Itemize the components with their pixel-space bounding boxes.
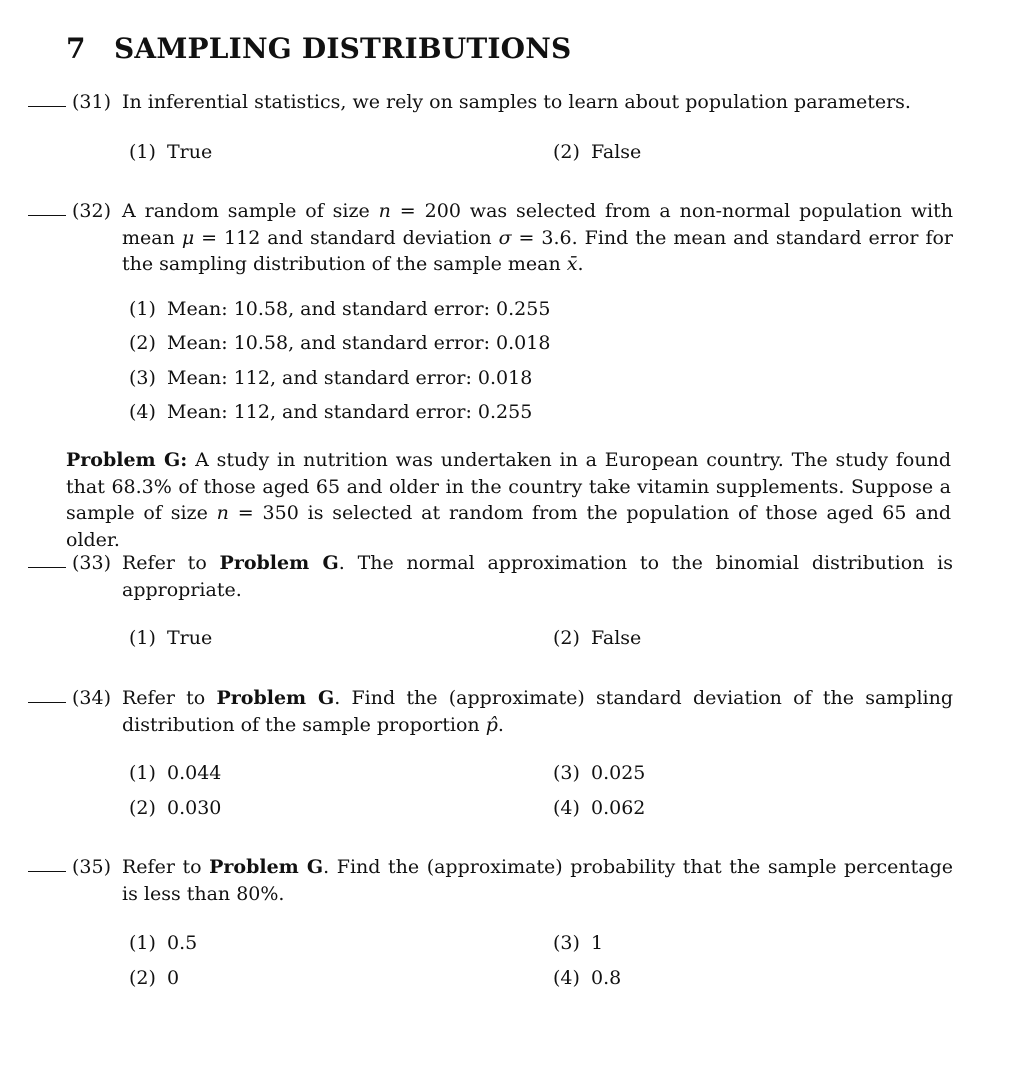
problem-g: Problem G: A study in nutrition was undertaken in a European country. The study found that 68.3% of those aged 65 and older in the country take vitamin supplements. Suppose a sample of size n = 350 is selected at random from the population of those aged 65 and older. — [66, 449, 952, 551]
option-4: (4) 0.8 — [553, 967, 622, 989]
option-3: (3) 1 — [553, 932, 604, 954]
option-1: (1) True — [129, 627, 213, 649]
option-4: (4) Mean: 112, and standard error: 0.255 — [129, 401, 533, 423]
answer-options — [129, 296, 953, 434]
question-text: A random sample of size n = 200 was selected from a non-normal population with mean μ = 112 and standard deviation σ = 3.6. Find the mean and standard error for the sampling distribution of the sample mean x̄. — [122, 200, 953, 275]
question-number: (31) — [72, 91, 112, 113]
answer-blank-32[interactable] — [28, 198, 66, 216]
question-34 — [28, 685, 953, 821]
question-31 — [28, 89, 953, 165]
answer-options — [129, 625, 953, 651]
answer-options — [129, 139, 953, 165]
question-number: (32) — [72, 200, 112, 222]
option-2: (2) Mean: 10.58, and standard error: 0.018 — [129, 332, 551, 354]
question-number: (35) — [72, 856, 112, 878]
option-3: (3) Mean: 112, and standard error: 0.018 — [129, 366, 533, 389]
answer-blank-34[interactable] — [28, 685, 66, 703]
question-32 — [28, 198, 953, 434]
answer-blank-35[interactable] — [28, 854, 66, 872]
option-1: (1) 0.5 — [129, 932, 198, 954]
answer-options — [129, 930, 953, 991]
answer-blank-33[interactable] — [28, 550, 66, 568]
question-text: In inferential statistics, we rely on samples to learn about population parameters. — [122, 91, 911, 113]
question-text: Refer to Problem G. Find the (approximate) probability that the sample percentage is less than 80%. — [122, 856, 954, 905]
option-1: (1) 0.044 — [129, 762, 222, 784]
option-2: (2) 0 — [129, 967, 180, 989]
question-number: (34) — [72, 687, 112, 709]
option-2: (2) 0.030 — [129, 797, 222, 819]
question-35 — [28, 854, 953, 991]
option-1: (1) True — [129, 140, 213, 163]
question-text: Refer to Problem G. The normal approximation to the binomial distribution is appropriate. — [122, 552, 954, 601]
problem-label: Problem G: — [66, 449, 188, 471]
question-text: Refer to Problem G. Find the (approximate) standard deviation of the sampling distribution of the sample proportion p̂. — [122, 687, 954, 736]
option-2: (2) False — [553, 627, 642, 649]
section-title-text: SAMPLING DISTRIBUTIONS — [114, 32, 572, 65]
option-1: (1) Mean: 10.58, and standard error: 0.255 — [129, 297, 551, 320]
section-title — [66, 32, 571, 65]
question-number: (33) — [72, 552, 112, 574]
option-2: (2) False — [553, 140, 642, 163]
answer-blank-31[interactable] — [28, 89, 66, 107]
question-33 — [28, 550, 953, 651]
option-3: (3) 0.025 — [553, 762, 646, 784]
answer-options — [129, 760, 953, 821]
option-4: (4) 0.062 — [553, 797, 646, 819]
section-number: 7 — [66, 32, 86, 65]
